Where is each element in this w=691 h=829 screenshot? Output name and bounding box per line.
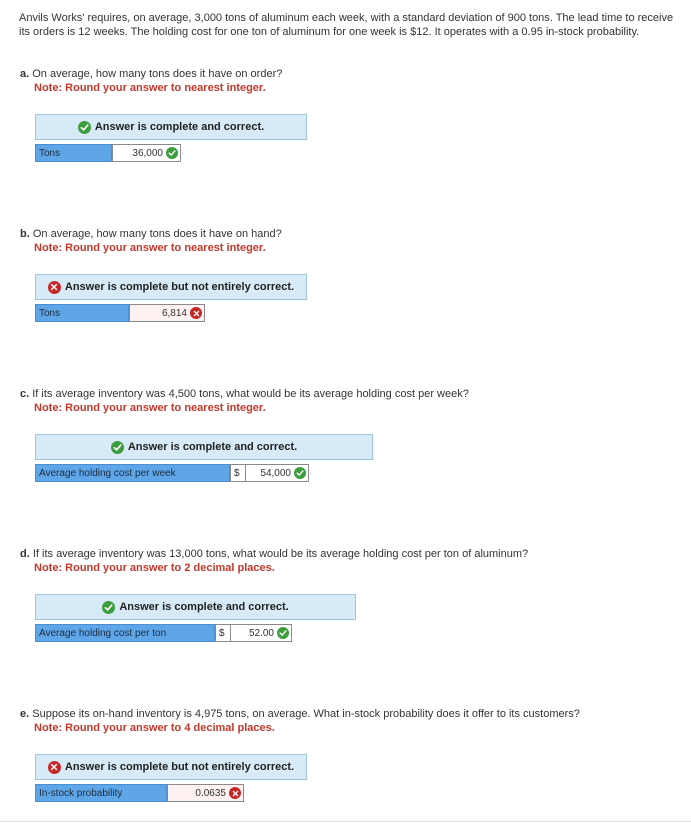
answer-status-banner [35, 594, 356, 620]
answer-status-banner [35, 434, 373, 460]
question-e [20, 707, 670, 735]
rounding-note: Note: Round your answer to nearest integer. [34, 242, 266, 254]
question-letter: e. [20, 708, 30, 720]
answer-value: 36,000 [132, 147, 163, 159]
answer-label: Average holding cost per ton [35, 624, 215, 642]
problem-statement: Anvils Works' requires, on average, 3,000 tons of aluminum each week, with a standard deviation of 900 tons. The lead time to receive its orders is 12 weeks. The holding cost for one ton of aluminum for one week is $12. It operates with a 0.95 in-stock probability. [19, 12, 674, 38]
answer-row-a [35, 144, 181, 162]
check-icon [277, 627, 289, 639]
x-icon [48, 761, 61, 774]
rounding-note: Note: Round your answer to nearest integer. [34, 82, 266, 94]
answer-status-banner [35, 274, 307, 300]
question-letter: c. [20, 388, 30, 400]
question-c [20, 387, 670, 415]
check-icon [102, 601, 115, 614]
rounding-note: Note: Round your answer to 4 decimal places. [34, 722, 275, 734]
banner-text: Answer is complete and correct. [94, 121, 265, 133]
answer-input[interactable] [112, 144, 181, 162]
question-letter: a. [20, 68, 30, 80]
answer-input[interactable] [230, 624, 292, 642]
answer-label: Tons [35, 304, 129, 322]
answer-value: 52.00 [248, 627, 274, 639]
banner-text: Answer is complete but not entirely correct. [64, 281, 295, 293]
check-icon [111, 441, 124, 454]
currency-prefix: $ [215, 624, 230, 642]
answer-row-b [35, 304, 205, 322]
question-b [20, 227, 670, 255]
check-icon [78, 121, 91, 134]
x-icon [190, 307, 202, 319]
answer-status-banner [35, 754, 307, 780]
question-letter: d. [20, 548, 30, 560]
x-icon [229, 787, 241, 799]
banner-text: Answer is complete and correct. [127, 441, 298, 453]
check-icon [294, 467, 306, 479]
answer-value: 0.0635 [195, 787, 226, 799]
answer-input[interactable] [129, 304, 205, 322]
question-text: If its average inventory was 13,000 tons, what would be its average holding cost per ton of aluminum? [32, 548, 529, 560]
answer-value: 6,814 [161, 307, 187, 319]
divider [0, 821, 691, 822]
question-text: On average, how many tons does it have on hand? [32, 228, 282, 240]
check-icon [166, 147, 178, 159]
banner-text: Answer is complete and correct. [119, 601, 289, 613]
answer-row-e [35, 784, 244, 802]
answer-row-c [35, 464, 309, 482]
x-icon [48, 281, 61, 294]
answer-value: 54,000 [260, 467, 291, 479]
answer-label: In-stock probability [35, 784, 167, 802]
answer-label: Tons [35, 144, 112, 162]
banner-text: Answer is complete but not entirely correct. [64, 761, 295, 773]
question-text: If its average inventory was 4,500 tons, what would be its average holding cost per week? [32, 388, 469, 400]
answer-input[interactable] [167, 784, 244, 802]
answer-input[interactable] [245, 464, 309, 482]
question-d [20, 547, 670, 575]
question-text: Suppose its on-hand inventory is 4,975 tons, on average. What in-stock probability does it offer to its customers? [32, 708, 580, 720]
answer-label: Average holding cost per week [35, 464, 230, 482]
question-a [20, 67, 670, 95]
answer-row-d [35, 624, 292, 642]
rounding-note: Note: Round your answer to nearest integer. [34, 402, 266, 414]
rounding-note: Note: Round your answer to 2 decimal places. [34, 562, 275, 574]
question-letter: b. [20, 228, 30, 240]
question-text: On average, how many tons does it have on order? [32, 68, 283, 80]
answer-status-banner [35, 114, 307, 140]
currency-prefix: $ [230, 464, 245, 482]
